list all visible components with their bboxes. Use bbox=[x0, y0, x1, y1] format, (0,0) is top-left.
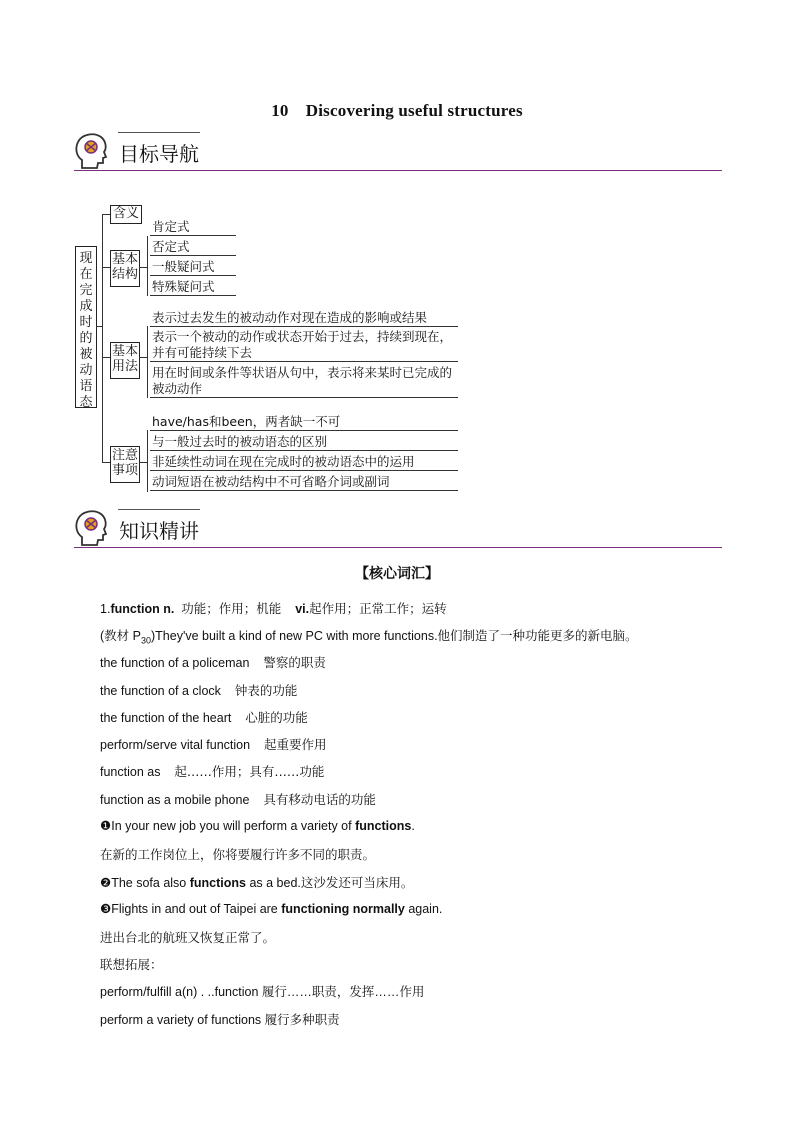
tree-node-structure bbox=[110, 250, 140, 287]
example-text: In your new job you will perform a variety of bbox=[111, 819, 356, 833]
example-translation-1 bbox=[100, 845, 375, 863]
tree-node-label: 基本结构 bbox=[112, 252, 139, 282]
phrase-line bbox=[100, 762, 324, 780]
example-text: again. bbox=[404, 902, 443, 916]
association-line bbox=[100, 982, 424, 1000]
tree-leaf: 动词短语在被动结构中不可省略介词或副词 bbox=[150, 474, 458, 491]
tree-leaf: 否定式 bbox=[150, 239, 236, 256]
phrase-en: the function of the heart bbox=[100, 711, 232, 725]
association-heading bbox=[100, 955, 163, 973]
section-header-knowledge bbox=[74, 509, 722, 549]
head-brain-icon bbox=[74, 509, 108, 547]
tree-leaf: 表示过去发生的被动动作对现在造成的影响或结果 bbox=[150, 310, 458, 327]
tree-leaf: 用在时间或条件等状语从句中，表示将来某时已完成的被动动作 bbox=[150, 365, 458, 398]
association-text: perform/fulfill a(n) . ..function 履行……职责，发挥……作用 bbox=[100, 985, 425, 999]
example-keyword: functions bbox=[189, 876, 246, 890]
association-line bbox=[100, 1010, 340, 1028]
example-keyword: functions bbox=[355, 819, 412, 833]
phrase-en: function as bbox=[100, 765, 161, 779]
section-title-goals: 目标导航 bbox=[119, 142, 199, 166]
phrase-cn: 具有移动电话的功能 bbox=[263, 792, 376, 807]
tree-node-usage bbox=[110, 342, 140, 379]
phrase-cn: 钟表的功能 bbox=[234, 683, 298, 698]
phrase-line bbox=[100, 681, 297, 699]
tree-node-label: 基本用法 bbox=[112, 344, 139, 374]
example-sentence-2 bbox=[100, 873, 413, 891]
tree-node-label: 含义 bbox=[112, 206, 139, 221]
phrase-cn: 起……作用；具有……功能 bbox=[174, 764, 325, 779]
phrase-line bbox=[100, 735, 326, 753]
textbook-prefix: (教材 P bbox=[100, 629, 141, 643]
phrase-en: perform/serve vital function bbox=[100, 738, 251, 752]
example-marker: ❸ bbox=[100, 902, 112, 916]
tree-leaf: have/has和been，两者缺一不可 bbox=[150, 414, 458, 431]
entry-headword bbox=[100, 599, 447, 617]
textbook-sentence: )They've built a kind of new PC with more functions.他们制造了一种功能更多的新电脑。 bbox=[151, 629, 638, 643]
section-header-goals bbox=[74, 132, 722, 172]
example-sentence-3 bbox=[100, 901, 442, 916]
example-keyword: functioning normally bbox=[281, 902, 405, 916]
example-marker: ❷ bbox=[100, 876, 112, 890]
example-text: Flights in and out of Taipei are bbox=[111, 902, 282, 916]
association-label: 联想拓展： bbox=[100, 957, 163, 972]
example-text: The sofa also bbox=[111, 876, 190, 890]
header-divider bbox=[74, 170, 722, 171]
page-title: 10 Discovering useful structures bbox=[271, 101, 523, 120]
tree-leaf: 一般疑问式 bbox=[150, 259, 236, 276]
example-text: . bbox=[411, 819, 415, 833]
section-title-knowledge: 知识精讲 bbox=[119, 519, 199, 543]
entry-meaning-2: 起作用；正常工作；运转 bbox=[309, 601, 447, 616]
tree-node-notes bbox=[110, 446, 140, 483]
association-text: perform a variety of functions 履行多种职责 bbox=[100, 1013, 340, 1027]
entry-meaning: 功能；作用；机能 bbox=[181, 601, 282, 616]
tree-leaf: 与一般过去时的被动语态的区别 bbox=[150, 434, 458, 451]
phrase-en: the function of a clock bbox=[100, 684, 221, 698]
example-cn: 进出台北的航班又恢复正常了。 bbox=[100, 930, 276, 945]
tree-node-label: 注意事项 bbox=[112, 448, 139, 478]
tree-leaf: 肯定式 bbox=[150, 219, 236, 236]
entry-word: function n. bbox=[110, 602, 175, 616]
tree-node-meaning bbox=[110, 205, 142, 224]
example-translation-3 bbox=[100, 928, 275, 946]
example-sentence-1 bbox=[100, 818, 415, 833]
example-marker: ❶ bbox=[100, 819, 112, 833]
head-brain-icon bbox=[74, 132, 108, 170]
tree-leaf: 非延续性动词在现在完成时的被动语态中的运用 bbox=[150, 454, 458, 471]
entry-number: 1. bbox=[100, 602, 111, 616]
tree-leaf: 特殊疑问式 bbox=[150, 279, 236, 296]
phrase-en: the function of a policeman bbox=[100, 656, 250, 670]
phrase-cn: 心脏的功能 bbox=[245, 710, 308, 725]
vocab-heading: 【核心词汇】 bbox=[355, 566, 439, 582]
header-divider bbox=[74, 547, 722, 548]
example-cn: 在新的工作岗位上，你将要履行许多不同的职责。 bbox=[100, 847, 376, 862]
phrase-en: function as a mobile phone bbox=[100, 793, 250, 807]
phrase-line bbox=[100, 653, 326, 671]
phrase-cn: 警察的职责 bbox=[263, 655, 326, 670]
textbook-page: 30 bbox=[140, 635, 151, 646]
tree-root bbox=[75, 246, 97, 408]
tree-root-label: 现在完成时的被动语态 bbox=[79, 251, 93, 410]
phrase-cn: 起重要作用 bbox=[263, 737, 327, 752]
textbook-example bbox=[100, 626, 638, 646]
example-text: as a bed.这沙发还可当床用。 bbox=[245, 876, 414, 890]
entry-pos: vi. bbox=[295, 602, 310, 616]
phrase-line bbox=[100, 708, 308, 726]
phrase-line bbox=[100, 790, 376, 808]
header-accent-line bbox=[118, 509, 200, 510]
header-accent-line bbox=[118, 132, 200, 133]
tree-leaf: 表示一个被动的动作或状态开始于过去，持续到现在，并有可能持续下去 bbox=[150, 329, 458, 362]
